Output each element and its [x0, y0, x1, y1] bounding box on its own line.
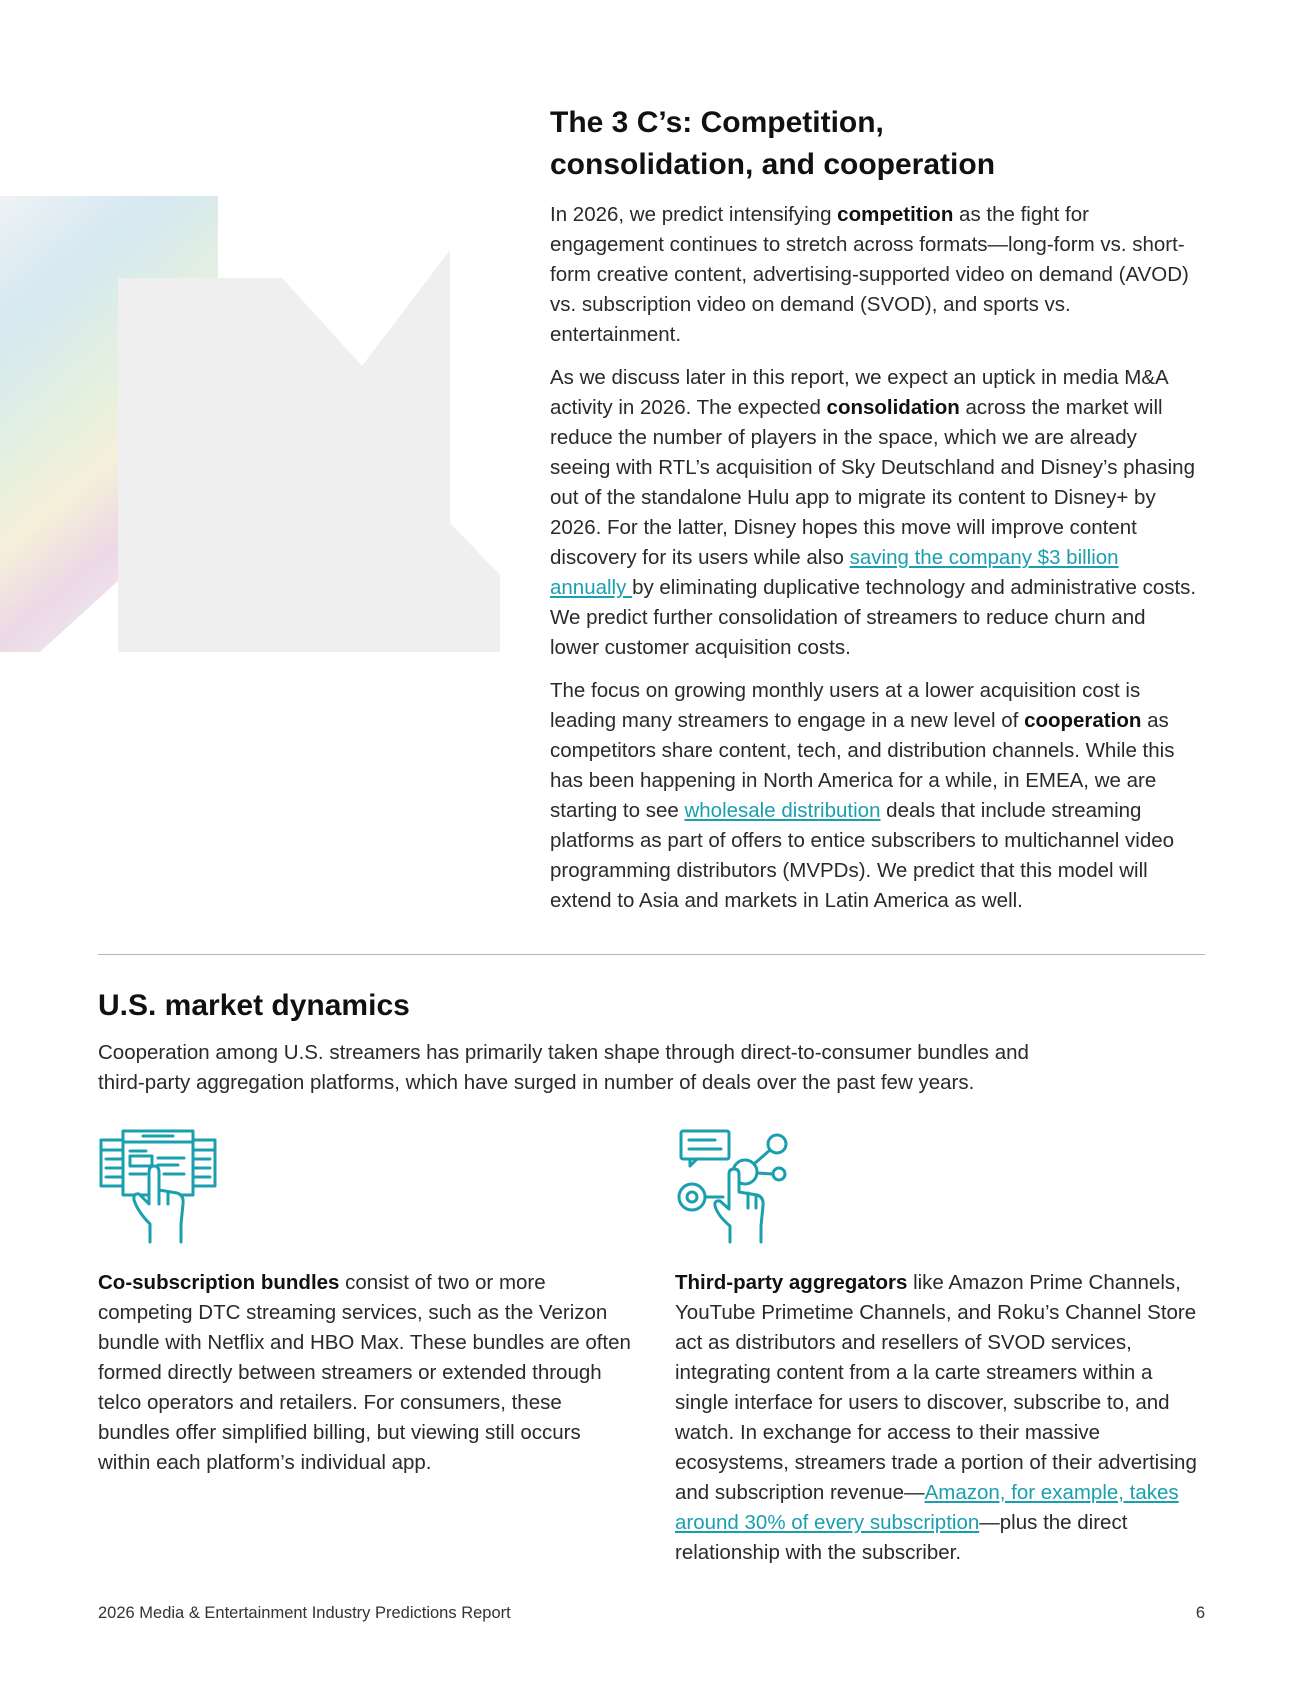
paragraph-competition: In 2026, we predict intensifying competition as the fight for engagement continues to stretch across formats—long-form vs. short-form creative content, advertising-supported video on demand (AVOD) vs. subscription video on demand (SVOD), and sports vs. entertainment.: [550, 203, 1189, 346]
bundle-browser-hand-icon: [98, 1128, 218, 1246]
section-title-us-market: U.S. market dynamics: [98, 989, 410, 1022]
link-saving-3-billion[interactable]: saving the company $3 billion annually: [550, 546, 1119, 599]
bold-consolidation: consolidation: [826, 396, 960, 419]
link-wholesale-distribution[interactable]: wholesale distribution: [684, 799, 881, 822]
decorative-abstract-shapes: [0, 190, 500, 660]
section-divider: [98, 954, 1205, 955]
bold-third-party-aggregators: Third-party aggregators: [675, 1271, 908, 1294]
us-market-section: [98, 986, 1205, 1111]
cards-row: [98, 1128, 1208, 1568]
us-market-intro: Cooperation among U.S. streamers has primarily taken shape through direct-to-consumer bundles and third-party aggregation platforms, which have surged in number of deals over the past few years.: [98, 1041, 1029, 1094]
bold-co-subscription-bundles: Co-subscription bundles: [98, 1271, 340, 1294]
bold-cooperation: cooperation: [1024, 709, 1142, 732]
bold-competition: competition: [837, 203, 954, 226]
paragraph-consolidation: As we discuss later in this report, we expect an uptick in media M&A activity in 2026. The expected consolidation across the market will reduce the number of players in the space, which we are already seeing with RTL’s acquisition of Sky Deutschland and Disney’s phasing out of the standalone Hulu app to migrate its content to Disney+ by 2026. For the latter, Disney hopes this move will improve content discovery for its users while also saving the company $3 billion annually by eliminating duplicative technology and administrative costs. We predict further consolidation of streamers to reduce churn and lower customer acquisition costs.: [550, 366, 1197, 659]
card-third-party-aggregators: [675, 1128, 1208, 1581]
card-co-subscription-bundles: [98, 1128, 633, 1491]
three-cs-section: [550, 102, 1200, 929]
paragraph-cooperation: The focus on growing monthly users at a lower acquisition cost is leading many streamers to engage in a new level of cooperation as competitors share content, tech, and distribution channels. While this has been happening in North America for a while, in EMEA, we are starting to see wholesale distribution deals that include streaming platforms as part of offers to entice subscribers to multichannel video programming distributors (MVPDs). We predict that this model will extend to Asia and markets in Latin America as well.: [550, 679, 1175, 912]
footer-report-title: 2026 Media & Entertainment Industry Predictions Report: [98, 1604, 511, 1622]
card-text-bundles: Co-subscription bundles consist of two or more competing DTC streaming services, such as the Verizon bundle with Netflix and HBO Max. These bundles are often formed directly between streamers or extended through telco operators and retailers. For consumers, these bundles offer simplified billing, but viewing still occurs within each platform’s individual app.: [98, 1271, 631, 1474]
aggregator-network-hand-icon: [675, 1128, 795, 1246]
link-amazon-30-percent[interactable]: Amazon, for example, takes around 30% of every subscription: [675, 1481, 1179, 1534]
page-footer: [98, 1604, 1205, 1623]
page-number: 6: [1195, 1604, 1205, 1622]
section-title-three-cs: The 3 C’s: Competition, consolidation, and cooperation: [550, 106, 996, 181]
card-text-aggregators: Third-party aggregators like Amazon Prime Channels, YouTube Primetime Channels, and Roku’s Channel Store act as distributors and resellers of SVOD services, integrating content from a la carte streamers within a single interface for users to discover, subscribe to, and watch. In exchange for access to their massive ecosystems, streamers trade a portion of their advertising and subscription revenue—Amazon, for example, takes around 30% of every subscription—plus the direct relationship with the subscriber.: [675, 1271, 1197, 1564]
